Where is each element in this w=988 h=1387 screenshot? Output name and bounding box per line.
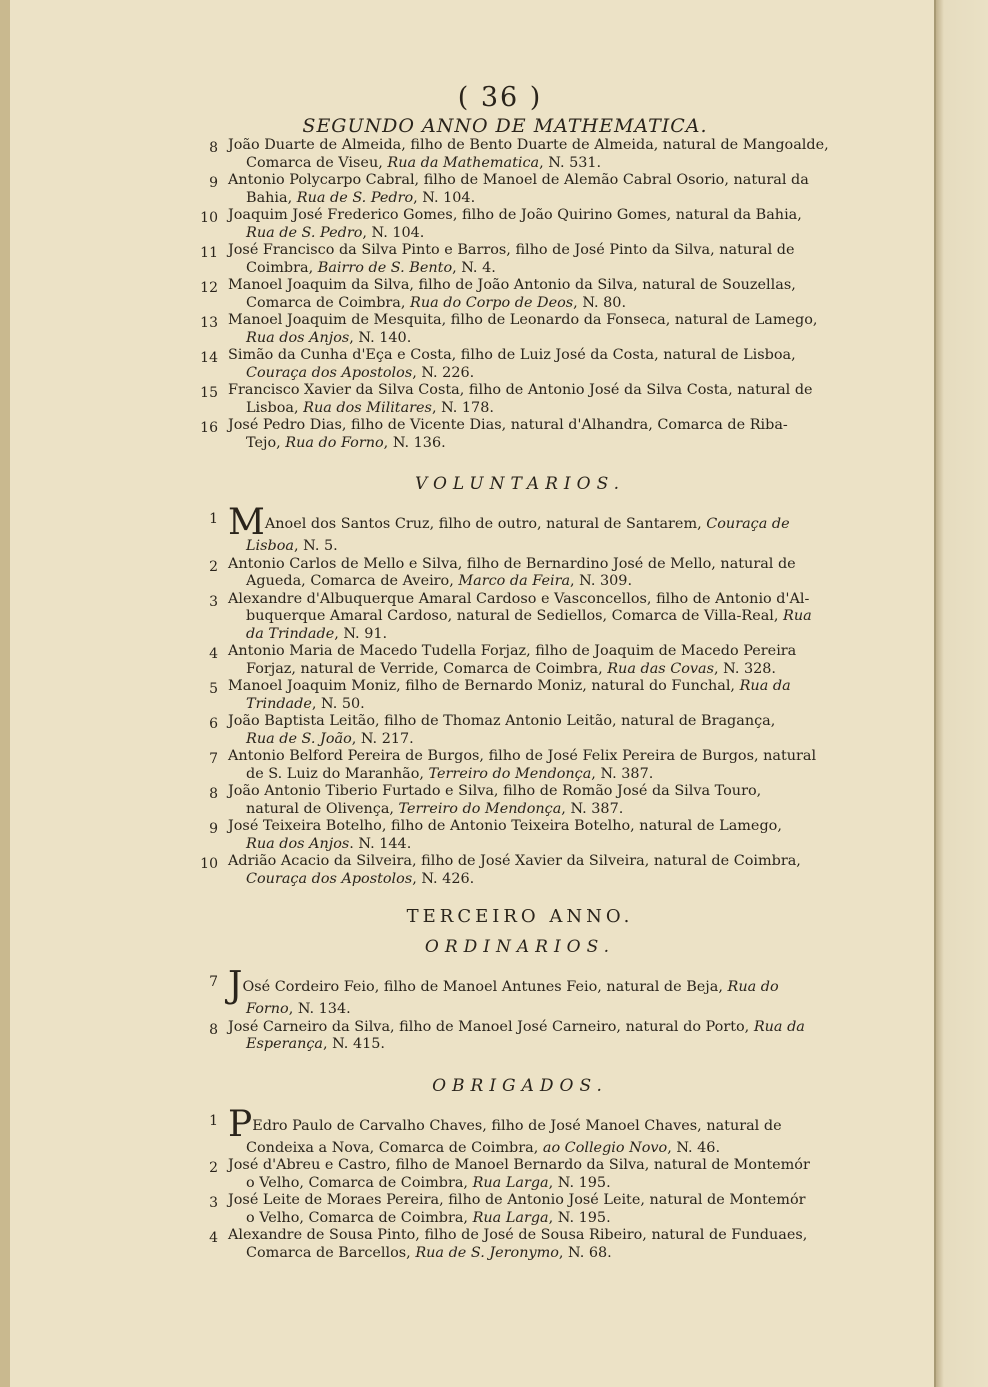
- entry-line: [228, 347, 840, 365]
- entry-number-text: , N. 426.: [412, 870, 475, 887]
- entry-line: [228, 713, 840, 731]
- entry-address: Rua Larga: [472, 1174, 549, 1191]
- entry-number-text: , N. 226.: [412, 364, 475, 381]
- entry-number: 4: [209, 646, 218, 662]
- entry-number: 2: [209, 1160, 218, 1176]
- entry-address: Bairro de S. Bento: [317, 259, 453, 276]
- list-item: [209, 713, 840, 748]
- list-item: [200, 853, 840, 888]
- entry-line: [228, 1245, 840, 1263]
- entry-number: 14: [200, 350, 218, 366]
- entry-number-text: , N. 178.: [431, 399, 494, 416]
- entry-line: [228, 731, 840, 749]
- entry-line: [228, 538, 840, 556]
- entry-number-text: , N. 50.: [311, 695, 365, 712]
- entry-address: Rua de S. Pedro: [246, 224, 363, 241]
- entry-line: [228, 696, 840, 714]
- entry-address: Rua de S. João: [246, 730, 352, 747]
- entry-line: [228, 608, 840, 626]
- entry-line: [228, 853, 840, 871]
- entry-number-text: , N. 328.: [714, 660, 777, 677]
- entry-number-text: , N. 91.: [334, 625, 388, 642]
- entry-line: [228, 1227, 840, 1245]
- entry-number: 3: [209, 1195, 218, 1211]
- list-item: [209, 590, 840, 644]
- entry-text: Alexandre de Sousa Pinto, filho de José de Sousa Ribeiro, natural de Funduaes,: [228, 1227, 808, 1243]
- entry-text: Agueda, Comarca de Aveiro,: [246, 573, 454, 589]
- entry-address: Couraça de: [706, 516, 790, 532]
- entry-number-text: , N. 140.: [349, 329, 412, 346]
- entry-line: [228, 818, 840, 836]
- entry-text: João Duarte de Almeida, filho de Bento Duarte de Almeida, natural de Mangoalde,: [228, 137, 829, 153]
- entry-number: 3: [209, 593, 218, 610]
- entry-text: de S. Luiz do Maranhão,: [246, 765, 424, 782]
- entry-number: 8: [209, 140, 218, 156]
- drop-cap: P: [228, 1103, 253, 1145]
- entry-text: Comarca de Viseu,: [246, 154, 383, 171]
- list-item: [200, 277, 840, 312]
- entry-number-text: , N. 104.: [362, 224, 425, 241]
- entry-text: Joaquim José Frederico Gomes, filho de João Quirino Gomes, natural da Bahia,: [228, 207, 802, 223]
- entry-address: Rua dos Militares: [303, 399, 432, 416]
- entry-line: [228, 207, 840, 225]
- list-item: [209, 643, 840, 678]
- list-item: [209, 1157, 840, 1192]
- entry-line: [228, 626, 840, 644]
- entry-number: 7: [209, 974, 218, 990]
- entry-line: [228, 871, 840, 889]
- entry-text: João Baptista Leitão, filho de Thomaz Antonio Leitão, natural de Bragança,: [228, 713, 776, 729]
- list-item: [209, 137, 840, 172]
- entry-text: Francisco Xavier da Silva Costa, filho de Antonio José da Silva Costa, natural de: [228, 382, 813, 398]
- entry-text: Manoel Joaquim de Mesquita, filho de Leonardo da Fonseca, natural de Lamego,: [228, 312, 818, 328]
- entry-text: Osé Cordeiro Feio, filho de Manoel Antunes Feio, natural de Beja,: [242, 979, 723, 995]
- entry-number: 6: [209, 716, 218, 732]
- entry-text: Bahia,: [246, 189, 293, 206]
- entry-address: Rua: [783, 608, 812, 624]
- entry-address: Couraça dos Apostolos: [246, 870, 413, 887]
- entry-line: [228, 643, 840, 661]
- entry-line: [228, 801, 840, 819]
- entry-text: natural de Olivença,: [246, 800, 394, 817]
- entry-address: Rua dos Anjos: [246, 329, 350, 346]
- list-item: [200, 207, 840, 242]
- entry-text: Manoel Joaquim da Silva, filho de João Antonio da Silva, natural de Souzellas,: [228, 277, 796, 293]
- entry-address: Rua do Forno: [285, 434, 384, 451]
- obrigados-list: [200, 1103, 840, 1263]
- entry-number-text: , N. 104.: [413, 189, 476, 206]
- entry-line: [228, 1175, 840, 1193]
- entry-text: José Teixeira Botelho, filho de Antonio Teixeira Botelho, natural de Lamego,: [228, 818, 782, 834]
- page-number: ( 36 ): [457, 82, 543, 113]
- list-item: [209, 502, 840, 556]
- list-item: [209, 555, 840, 591]
- section-heading: SEGUNDO ANNO DE MATHEMATICA.: [302, 115, 708, 137]
- entry-number: 15: [200, 385, 218, 401]
- entry-address: Rua da: [739, 678, 791, 694]
- entry-line: [228, 836, 840, 854]
- entry-text: Coimbra,: [246, 259, 314, 276]
- entry-text: Comarca de Coimbra,: [246, 294, 406, 311]
- entry-line: [228, 137, 840, 155]
- entry-address: Rua da Mathematica: [387, 154, 540, 171]
- entry-number: 7: [209, 751, 218, 767]
- entry-line: [228, 172, 840, 190]
- entry-line: [228, 312, 840, 330]
- entry-address: Marco da Feira: [458, 573, 571, 589]
- entry-number: 8: [209, 786, 218, 802]
- entry-line: [228, 330, 840, 348]
- entry-number: 5: [209, 681, 218, 697]
- entry-number-text: . N. 144.: [349, 835, 412, 852]
- obrigados-heading: OBRIGADOS.: [432, 1075, 608, 1096]
- entry-number: 9: [209, 175, 218, 191]
- entry-text: Anoel dos Santos Cruz, filho de outro, natural de Santarem,: [264, 516, 702, 532]
- entry-line: [228, 295, 840, 313]
- list-item: [209, 783, 840, 818]
- entry-text: Comarca de Barcellos,: [246, 1244, 411, 1261]
- entry-text: o Velho, Comarca de Coimbra,: [246, 1209, 468, 1226]
- entry-line: [228, 1210, 840, 1228]
- entry-text: Alexandre d'Albuquerque Amaral Cardoso e Vasconcellos, filho de Antonio d'Al-: [228, 590, 810, 607]
- entry-text: Tejo,: [246, 434, 281, 451]
- entry-line: [228, 748, 840, 766]
- entry-line: [228, 277, 840, 295]
- entry-address: Rua do Corpo de Deos: [410, 294, 574, 311]
- entry-address: Lisboa: [246, 538, 294, 554]
- entry-line: [228, 1036, 840, 1054]
- list-item: [209, 1192, 840, 1227]
- list-item: [200, 382, 840, 417]
- list-item: [209, 172, 840, 207]
- entry-address: Esperança: [246, 1036, 323, 1052]
- entry-line: [228, 1140, 840, 1158]
- entry-address: Rua Larga: [472, 1209, 549, 1226]
- entry-number: 10: [200, 856, 218, 872]
- list-item: [200, 417, 840, 452]
- list-item: [209, 1018, 840, 1054]
- entry-text: Antonio Belford Pereira de Burgos, filho de José Felix Pereira de Burgos, natural: [228, 748, 817, 764]
- entry-number: 4: [209, 1230, 218, 1246]
- entry-number: 12: [200, 280, 218, 296]
- entry-address: Rua de S. Pedro: [296, 189, 414, 206]
- list-item: [209, 678, 840, 713]
- entry-number-text: , N. 387.: [561, 800, 624, 817]
- entry-number: 16: [200, 420, 218, 436]
- entry-address: Terreiro do Mendonça: [428, 765, 592, 782]
- entry-text: Lisboa,: [246, 399, 299, 416]
- entry-line: [228, 225, 840, 243]
- entry-number: 11: [200, 245, 218, 261]
- list-item: [209, 1103, 840, 1158]
- drop-cap: J: [228, 965, 243, 1006]
- entry-text: João Antonio Tiberio Furtado e Silva, filho de Romão José da Silva Touro,: [228, 783, 762, 799]
- entry-number-text: , N. 195.: [548, 1209, 611, 1226]
- entry-address: da Trindade: [246, 625, 335, 642]
- entry-line: [228, 573, 840, 591]
- entry-address: Rua das Covas: [607, 660, 714, 677]
- entry-line: [228, 661, 840, 679]
- list-item: [200, 347, 840, 382]
- entry-line: [228, 1192, 840, 1210]
- book-spine: [934, 0, 988, 1387]
- entry-line: [228, 435, 840, 453]
- list-item: [209, 748, 840, 783]
- entry-number-text: , N. 134.: [288, 1001, 351, 1017]
- entry-number-text: , N. 4.: [452, 259, 496, 276]
- entry-line: [228, 365, 840, 383]
- entry-address: ao Collegio Novo: [542, 1139, 668, 1156]
- entry-text: Antonio Polycarpo Cabral, filho de Manoel de Alemão Cabral Osorio, natural da: [228, 172, 809, 188]
- entry-line: [228, 155, 840, 173]
- second-year-list: [200, 137, 840, 452]
- entry-number-text: , N. 195.: [548, 1174, 611, 1191]
- entry-number-text: , N. 415.: [322, 1036, 385, 1052]
- entry-number-text: , N. 136.: [383, 434, 446, 451]
- entry-line: [228, 1019, 840, 1037]
- voluntarios-heading: VOLUNTARIOS.: [414, 474, 626, 494]
- ordinarios-heading: ORDINARIOS.: [424, 937, 616, 957]
- entry-address: Trindade: [246, 695, 312, 712]
- entry-line: [228, 766, 840, 784]
- voluntarios-list: [200, 502, 840, 888]
- entry-text: José Francisco da Silva Pinto e Barros, filho de José Pinto da Silva, natural de: [228, 242, 795, 258]
- entry-text: Antonio Carlos de Mello e Silva, filho de Bernardino José de Mello, natural de: [228, 555, 796, 572]
- entry-text: Manoel Joaquim Moniz, filho de Bernardo Moniz, natural do Funchal,: [228, 678, 736, 694]
- entry-address: Terreiro do Mendonça: [398, 800, 562, 817]
- entry-text: Adrião Acacio da Silveira, filho de José Xavier da Silveira, natural de Coimbra,: [228, 853, 801, 869]
- list-item: [209, 818, 840, 853]
- entry-line: [228, 783, 840, 801]
- entry-line: [228, 242, 840, 260]
- list-item: [209, 1227, 840, 1262]
- entry-line: [228, 1103, 840, 1145]
- entry-number-text: , N. 387.: [591, 765, 654, 782]
- ordinarios-list: [200, 965, 840, 1054]
- entry-number-text: , N. 309.: [570, 573, 633, 589]
- entry-address: Rua do: [727, 979, 779, 995]
- entry-number-text: , N. 80.: [573, 294, 627, 311]
- entry-text: Simão da Cunha d'Eça e Costa, filho de Luiz José da Costa, natural de Lisboa,: [228, 347, 796, 363]
- entry-line: [228, 400, 840, 418]
- entry-text: José Pedro Dias, filho de Vicente Dias, natural d'Alhandra, Comarca de Riba-: [228, 417, 788, 433]
- entry-text: José Carneiro da Silva, filho de Manoel José Carneiro, natural do Porto,: [228, 1018, 750, 1035]
- list-item: [209, 965, 840, 1019]
- entry-text: Forjaz, natural de Verride, Comarca de Coimbra,: [246, 660, 603, 677]
- entry-number: 10: [200, 210, 218, 226]
- entry-number: 2: [209, 558, 218, 575]
- entry-line: [228, 678, 840, 696]
- entry-number-text: , N. 68.: [558, 1244, 612, 1261]
- entry-address: Couraça dos Apostolos: [246, 364, 413, 381]
- entry-text: buquerque Amaral Cardoso, natural de Sediellos, Comarca de Villa-Real,: [246, 608, 779, 624]
- entry-number: 8: [209, 1021, 218, 1038]
- entry-text: Edro Paulo de Carvalho Chaves, filho de José Manoel Chaves, natural de: [252, 1117, 782, 1134]
- entry-line: [228, 382, 840, 400]
- entry-line: [228, 591, 840, 609]
- entry-address: Rua da: [753, 1018, 805, 1035]
- entry-line: [228, 1157, 840, 1175]
- entry-line: [228, 417, 840, 435]
- entry-line: [228, 1001, 840, 1019]
- list-item: [200, 242, 840, 277]
- entry-address: Rua de S. Jeronymo: [415, 1244, 559, 1261]
- entry-number-text: , N. 5.: [294, 538, 338, 554]
- entry-number: 1: [209, 1112, 218, 1129]
- terceiro-heading: TERCEIRO ANNO.: [406, 906, 634, 927]
- entry-number-text: , N. 217.: [351, 730, 414, 747]
- entry-text: José Leite de Moraes Pereira, filho de Antonio José Leite, natural de Montemór: [228, 1192, 806, 1208]
- entry-number-text: , N. 531.: [539, 154, 602, 171]
- entry-text: o Velho, Comarca de Coimbra,: [246, 1174, 468, 1191]
- entry-line: [228, 502, 840, 543]
- entry-number: 13: [200, 315, 218, 331]
- entry-text: Condeixa a Nova, Comarca de Coimbra,: [246, 1139, 539, 1156]
- entry-number: 1: [209, 511, 218, 527]
- drop-cap: M: [228, 502, 265, 543]
- page-content: [200, 82, 840, 1262]
- entry-number: 9: [209, 821, 218, 837]
- entry-text: Antonio Maria de Macedo Tudella Forjaz, filho de Joaquim de Macedo Pereira: [228, 643, 797, 659]
- entry-address: Rua dos Anjos: [246, 835, 350, 852]
- entry-line: [228, 260, 840, 278]
- entry-line: [228, 190, 840, 208]
- entry-number-text: , N. 46.: [667, 1139, 721, 1156]
- entry-line: [228, 556, 840, 574]
- entry-text: José d'Abreu e Castro, filho de Manoel Bernardo da Silva, natural de Montemór: [228, 1157, 810, 1173]
- entry-address: Forno: [246, 1001, 289, 1017]
- list-item: [200, 312, 840, 347]
- entry-line: [228, 965, 840, 1006]
